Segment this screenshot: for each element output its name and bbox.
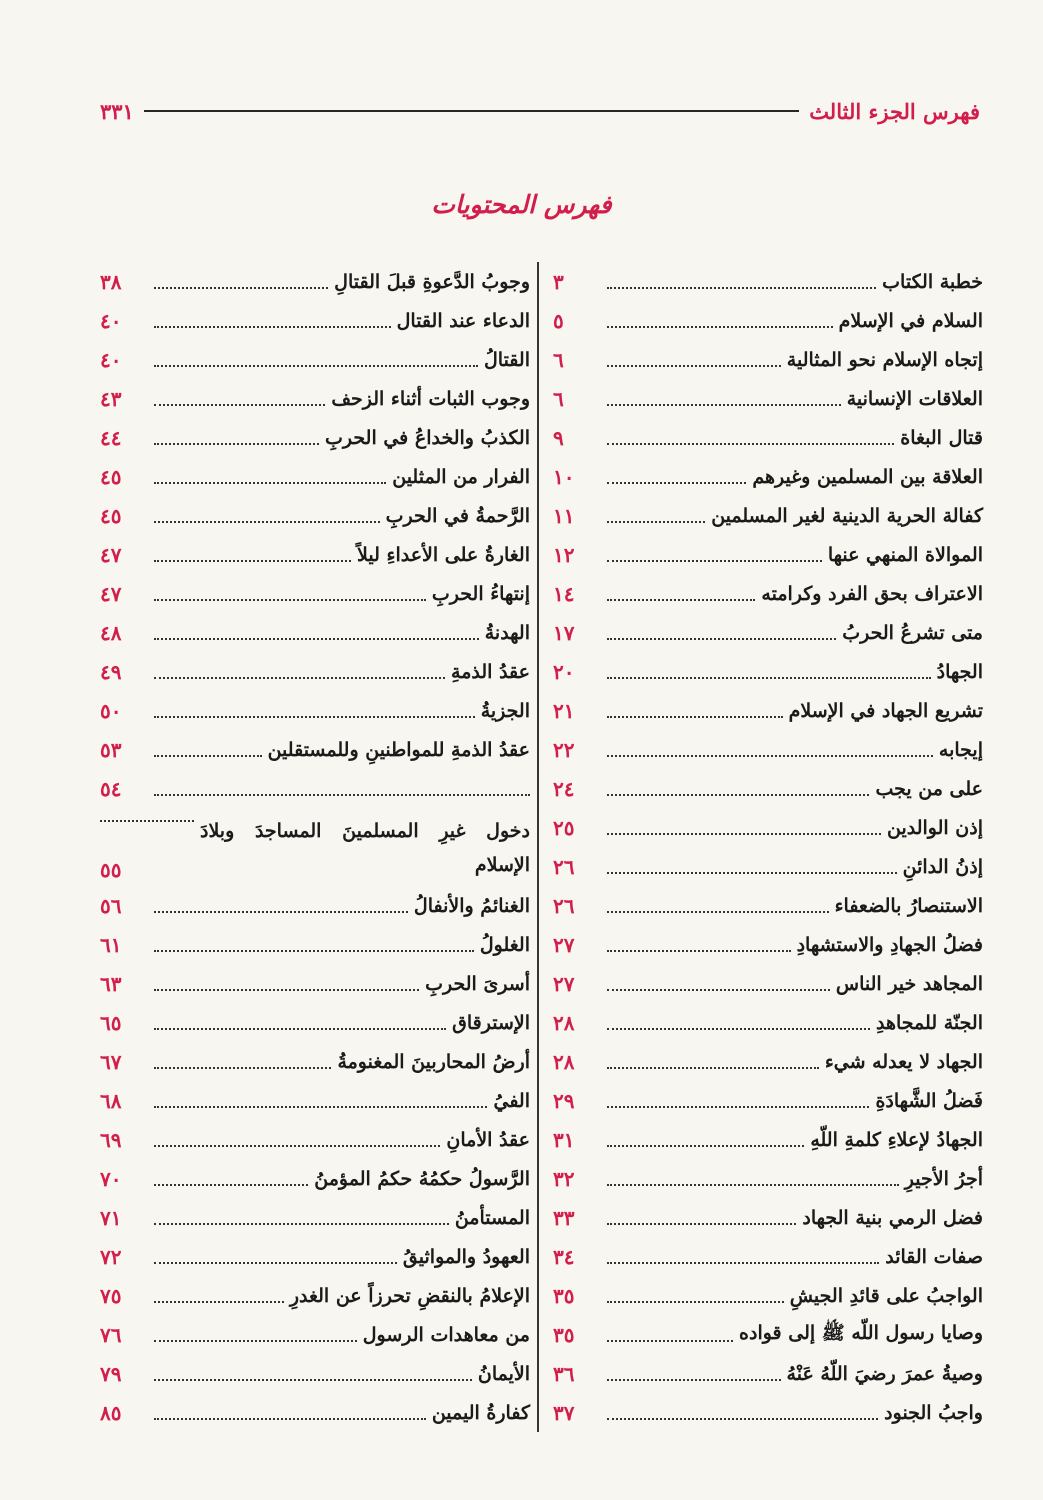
section-title: فهرس المحتويات	[431, 190, 612, 219]
toc-entry-page: ٨٥	[100, 1400, 122, 1425]
toc-leader-dots	[607, 1301, 784, 1303]
toc-entry-title: وجوب الثبات أثناء الزحف	[331, 387, 530, 410]
toc-entry	[553, 1315, 983, 1354]
toc-leader-dots	[154, 755, 262, 757]
toc-entry-title: الاعتراف بحق الفرد وكرامته	[761, 582, 983, 605]
toc-entry-title: على من يجب	[875, 777, 983, 800]
toc-entry	[100, 574, 530, 613]
toc-entry	[553, 1354, 983, 1393]
toc-entry-title: صفات القائد	[885, 1245, 983, 1268]
toc-leader-dots	[607, 482, 746, 484]
toc-entry	[100, 340, 530, 379]
toc-entry-title: إتجاه الإسلام نحو المثالية	[786, 348, 983, 371]
toc-entry-page: ٦٧	[100, 1049, 122, 1074]
toc-entry-page: ٦	[553, 347, 564, 372]
toc-entry-page: ٤٠	[100, 347, 122, 372]
toc-entry-page: ١٧	[553, 620, 575, 645]
toc-entry	[100, 1003, 530, 1042]
toc-leader-dots	[607, 1106, 869, 1108]
toc-entry-title: الاستنصارُ بالضعفاء	[834, 894, 983, 917]
toc-leader-dots	[154, 1379, 472, 1381]
toc-entry-title: الدعاء عند القتال	[396, 309, 530, 332]
toc-leader-dots	[607, 794, 869, 796]
toc-leader-dots	[607, 1223, 796, 1225]
toc-leader-dots	[607, 560, 822, 562]
toc-entry-page: ٣٧	[553, 1400, 575, 1425]
toc-leader-dots	[154, 1340, 357, 1342]
toc-entry-page: ٧٠	[100, 1166, 122, 1191]
toc-entry-title: العلاقة بين المسلمين وغيرهم	[752, 465, 983, 488]
header-rule	[144, 110, 799, 112]
toc-entry-page: ٥٠	[100, 698, 122, 723]
toc-entry-page: ٥٣	[100, 737, 122, 762]
toc-leader-dots	[607, 443, 894, 445]
toc-entry-title: الإعلامُ بالنقضِ تحرزاً عن الغدرِ	[289, 1284, 530, 1307]
toc-entry	[100, 379, 530, 418]
toc-entry-title: إنتهاءُ الحربِ	[431, 582, 530, 605]
toc-entry-title: الرَّحمةُ في الحربِ	[385, 504, 530, 527]
toc-entry-page: ٦	[553, 386, 564, 411]
toc-entry-title: المجاهد خير الناس	[835, 972, 983, 995]
toc-leader-dots	[607, 404, 841, 406]
toc-entry	[553, 340, 983, 379]
toc-entry	[100, 808, 530, 886]
toc-entry	[553, 769, 983, 808]
toc-entry-page: ٤٧	[100, 542, 122, 567]
toc-entry	[100, 964, 530, 1003]
toc-entry-title: من معاهدات الرسول	[362, 1323, 530, 1346]
toc-leader-dots	[607, 677, 931, 679]
toc-leader-dots	[154, 287, 328, 289]
toc-leader-dots	[154, 1145, 440, 1147]
toc-entry-page: ٧٦	[100, 1322, 122, 1347]
toc-entry-title: كفارةُ اليمين	[431, 1401, 530, 1424]
toc-leader-dots	[154, 1028, 446, 1030]
toc-entry	[553, 1237, 983, 1276]
toc-entry-page: ٤٥	[100, 464, 122, 489]
toc-entry-title: وصيةُ عمرَ رضيَ اللّهُ عَنْهُ	[786, 1362, 983, 1385]
toc-entry-title: الفيُ	[493, 1089, 530, 1112]
toc-entry	[553, 730, 983, 769]
toc-entry-page: ٢١	[553, 698, 575, 723]
toc-entry	[100, 457, 530, 496]
toc-entry-page: ٢٠	[553, 659, 575, 684]
toc-leader-dots	[607, 716, 783, 718]
toc-leader-dots	[607, 287, 876, 289]
toc-entry-title: قتال البغاة	[900, 426, 983, 449]
toc-entry-page: ٧٩	[100, 1361, 122, 1386]
toc-entry-page: ٤٣	[100, 386, 122, 411]
toc-entry-title: الغلولُ	[479, 933, 530, 956]
toc-entry	[553, 1159, 983, 1198]
toc-entry-title: الجزيةُ	[480, 699, 530, 722]
toc-leader-dots	[154, 560, 351, 562]
toc-entry-title: دخول غيرِ المسلمينَ المساجدَ وبلادَ الإسلام	[200, 820, 530, 876]
toc-entry-title: الرَّسولُ حكمُهُ حكمُ المؤمنُ	[314, 1167, 530, 1190]
toc-leader-dots	[154, 443, 319, 445]
toc-entry-title: الكذبُ والخداعُ في الحربِ	[325, 426, 530, 449]
toc-entry	[553, 691, 983, 730]
toc-entry-page: ٤٨	[100, 620, 122, 645]
toc-entry	[553, 1393, 983, 1432]
toc-entry-title: فضلُ الجهادِ والاستشهادِ	[796, 933, 983, 956]
toc-leader-dots	[607, 1145, 804, 1147]
toc-entry	[553, 418, 983, 457]
toc-leader-dots	[154, 482, 386, 484]
toc-entry-page: ٦٥	[100, 1010, 122, 1035]
toc-entry-page: ٧٥	[100, 1283, 122, 1308]
toc-entry-page: ١٢	[553, 542, 575, 567]
toc-entry-page: ٣٦	[553, 1361, 575, 1386]
toc-entry-title: إذن الوالدين	[887, 816, 983, 839]
toc-entry	[553, 457, 983, 496]
toc-leader-dots	[154, 911, 408, 913]
toc-right-column	[553, 262, 983, 1432]
toc-entry-page: ٢٤	[553, 776, 575, 801]
toc-entry-page: ٤٧	[100, 581, 122, 606]
toc-entry	[100, 769, 530, 808]
toc-entry	[100, 535, 530, 574]
toc-entry-title: عقدُ الأمانِ	[446, 1128, 530, 1151]
toc-entry-page: ٢٩	[553, 1088, 575, 1113]
toc-entry-page: ٦٨	[100, 1088, 122, 1113]
toc-entry	[553, 574, 983, 613]
toc-entry-title: الجهادُ	[936, 660, 983, 683]
toc-entry	[553, 808, 983, 847]
toc-entry-page: ٦١	[100, 932, 122, 957]
toc-entry-page: ٤٥	[100, 503, 122, 528]
toc-entry	[100, 1276, 530, 1315]
toc-entry	[100, 1042, 530, 1081]
toc-entry-title: إذنُ الدائنِ	[902, 855, 983, 878]
toc-leader-dots	[154, 1418, 426, 1420]
toc-entry-title: تشريع الجهاد في الإسلام	[788, 699, 983, 722]
toc-entry-page: ٥٦	[100, 893, 122, 918]
toc-entry	[100, 1120, 530, 1159]
toc-entry	[553, 535, 983, 574]
toc-left-column	[100, 262, 530, 1432]
toc-leader-dots	[607, 638, 836, 640]
toc-entry-title: السلام في الإسلام	[838, 309, 983, 332]
toc-leader-dots	[154, 638, 479, 640]
toc-entry-page: ٣٢	[553, 1166, 575, 1191]
toc-leader-dots	[607, 326, 833, 328]
toc-entry-page: ١٤	[553, 581, 575, 606]
toc-entry-page: ٤٠	[100, 308, 122, 333]
toc-entry-page: ٢٧	[553, 971, 575, 996]
toc-entry-page: ٤٤	[100, 425, 122, 450]
page-header	[100, 96, 980, 126]
toc-leader-dots	[100, 820, 194, 822]
toc-entry-title: الجهاد لا يعدله شيء	[824, 1050, 983, 1073]
toc-entry	[553, 886, 983, 925]
toc-entry-page: ٢٨	[553, 1010, 575, 1035]
toc-entry	[100, 1237, 530, 1276]
toc-leader-dots	[607, 1340, 733, 1342]
toc-entry-title: الغنائمُ والأنفالُ	[413, 894, 530, 917]
toc-entry-title: الموالاة المنهي عنها	[827, 543, 983, 566]
page-number: ٣٣١	[100, 98, 134, 124]
toc-leader-dots	[607, 1262, 879, 1264]
toc-leader-dots	[154, 404, 325, 406]
toc-entry-page: ٥٤	[100, 776, 122, 801]
toc-entry-page: ٩	[553, 425, 564, 450]
toc-entry-title: كفالة الحرية الدينية لغير المسلمين	[711, 504, 983, 527]
toc-entry-title: الإسترقاق	[452, 1011, 530, 1034]
toc-entry-page: ٣٨	[100, 269, 122, 294]
toc-leader-dots	[154, 326, 391, 328]
toc-leader-dots	[607, 833, 881, 835]
toc-entry-title: أرضُ المحاربينَ المغنومةُ	[337, 1050, 530, 1073]
toc-entry-title: الواجبُ على قائدِ الجيشِ	[789, 1284, 983, 1307]
toc-entry-title: الهدنةُ	[484, 621, 530, 644]
toc-entry-page: ٣٥	[553, 1283, 575, 1308]
toc-leader-dots	[154, 1223, 449, 1225]
toc-leader-dots	[607, 1067, 819, 1069]
toc-entry	[553, 925, 983, 964]
toc-entry	[553, 613, 983, 652]
column-divider	[537, 262, 539, 1432]
toc-entry	[553, 1120, 983, 1159]
toc-entry-title: وجوبُ الدَّعوةِ قبلَ القتالِ	[334, 270, 530, 293]
toc-entry-page: ٣١	[553, 1127, 575, 1152]
toc-leader-dots	[607, 872, 897, 874]
toc-entry-page: ١١	[553, 503, 575, 528]
toc-entry-page: ٢٥	[553, 815, 575, 840]
toc-entry-title: أجرُ الأجيرِ	[904, 1167, 983, 1190]
toc-entry-page: ٣	[553, 269, 564, 294]
toc-entry-title: عقدُ الذمةِ	[451, 660, 530, 683]
toc-entry	[553, 1081, 983, 1120]
toc-entry	[100, 886, 530, 925]
toc-entry-page: ٤٩	[100, 659, 122, 684]
toc-leader-dots	[607, 1184, 899, 1186]
toc-leader-dots	[607, 911, 829, 913]
toc-entry-title: وصايا رسول اللّه ﷺ إلى قواده	[739, 1321, 983, 1344]
toc-leader-dots	[154, 365, 478, 367]
toc-entry	[100, 1354, 530, 1393]
toc-entry-page: ٢٢	[553, 737, 575, 762]
toc-leader-dots	[607, 989, 830, 991]
toc-entry	[100, 1393, 530, 1432]
toc-entry-page: ٢٨	[553, 1049, 575, 1074]
toc-entry-page: ٧٢	[100, 1244, 122, 1269]
toc-entry-page: ٦٩	[100, 1127, 122, 1152]
toc-entry-title: الجهادُ لإعلاءِ كلمةِ اللّهِ	[810, 1128, 983, 1151]
toc-entry	[100, 730, 530, 769]
toc-entry-page: ٧١	[100, 1205, 122, 1230]
toc-entry-title: خطبة الكتاب	[882, 270, 983, 293]
toc-entry-title: متى تشرعُ الحربُ	[842, 621, 983, 644]
toc-entry	[553, 964, 983, 1003]
toc-entry	[553, 1003, 983, 1042]
toc-entry	[553, 1276, 983, 1315]
toc-leader-dots	[607, 1379, 781, 1381]
toc-entry-title: الغارةُ على الأعداءِ ليلاً	[357, 543, 530, 566]
toc-entry-page: ٢٦	[553, 854, 575, 879]
toc-entry	[553, 379, 983, 418]
toc-entry-title: فضل الرمي بنية الجهاد	[802, 1206, 983, 1229]
toc-entry-page: ١٠	[553, 464, 575, 489]
toc-entry	[100, 652, 530, 691]
toc-entry-title: أسرىَ الحربِ	[425, 972, 530, 995]
toc-entry	[553, 1198, 983, 1237]
toc-leader-dots	[154, 1262, 397, 1264]
toc-leader-dots	[154, 1184, 308, 1186]
toc-leader-dots	[154, 950, 474, 952]
toc-entry-page: ٥٥	[100, 858, 122, 882]
toc-leader-dots	[607, 1418, 878, 1420]
toc-entry	[553, 847, 983, 886]
toc-entry-page: ٣٤	[553, 1244, 575, 1269]
toc-entry	[100, 301, 530, 340]
toc-leader-dots	[154, 1106, 487, 1108]
toc-entry-title: المستأمنُ	[454, 1206, 530, 1229]
toc-entry	[100, 418, 530, 457]
toc-entry-page: ٢٦	[553, 893, 575, 918]
running-title: فهرس الجزء الثالث	[809, 98, 980, 124]
toc-entry-page: ٥	[553, 308, 564, 333]
toc-entry-title: الأيمانُ	[477, 1362, 530, 1385]
toc-entry	[100, 691, 530, 730]
toc-leader-dots	[154, 989, 419, 991]
toc-entry	[553, 301, 983, 340]
toc-entry	[100, 1159, 530, 1198]
toc-leader-dots	[154, 794, 530, 796]
toc-leader-dots	[154, 716, 475, 718]
toc-entry	[100, 496, 530, 535]
toc-entry-title: العهودُ والمواثيقُ	[402, 1245, 530, 1268]
toc-entry-title: عقدُ الذمةِ للمواطنينِ وللمستقلين	[267, 738, 530, 761]
toc-entry	[553, 1042, 983, 1081]
toc-leader-dots	[607, 599, 755, 601]
toc-entry	[100, 262, 530, 301]
toc-entry-title: الجنّة للمجاهدِ	[876, 1011, 983, 1034]
toc-entry-title: القتالُ	[483, 348, 530, 371]
toc-entry-page: ٢٧	[553, 932, 575, 957]
toc-leader-dots	[154, 521, 380, 523]
toc-entry	[100, 1315, 530, 1354]
toc-leader-dots	[607, 521, 705, 523]
toc-entry-page: ٦٣	[100, 971, 122, 996]
toc-entry	[553, 262, 983, 301]
toc-entry	[553, 496, 983, 535]
toc-entry-title: إيجابه	[938, 738, 983, 761]
toc-entry	[100, 925, 530, 964]
toc-entry	[100, 613, 530, 652]
toc-leader-dots	[154, 599, 426, 601]
toc-entry-page: ٣٣	[553, 1205, 575, 1230]
toc-entry-title: العلاقات الإنسانية	[846, 387, 983, 410]
toc-leader-dots	[154, 677, 445, 679]
toc-leader-dots	[607, 1028, 870, 1030]
toc-entry	[100, 1198, 530, 1237]
toc-leader-dots	[154, 1301, 284, 1303]
toc-leader-dots	[607, 365, 781, 367]
toc-entry-page: ٣٥	[553, 1322, 575, 1347]
toc-leader-dots	[607, 755, 933, 757]
toc-leader-dots	[154, 1067, 331, 1069]
toc-entry-title: الفرار من المثلين	[392, 465, 530, 488]
toc-entry	[100, 1081, 530, 1120]
toc-entry	[553, 652, 983, 691]
toc-entry-title: واجبُ الجنود	[884, 1401, 983, 1424]
toc-leader-dots	[607, 950, 791, 952]
toc-entry-title: فَضلُ الشَّهادَةِ	[875, 1089, 983, 1112]
